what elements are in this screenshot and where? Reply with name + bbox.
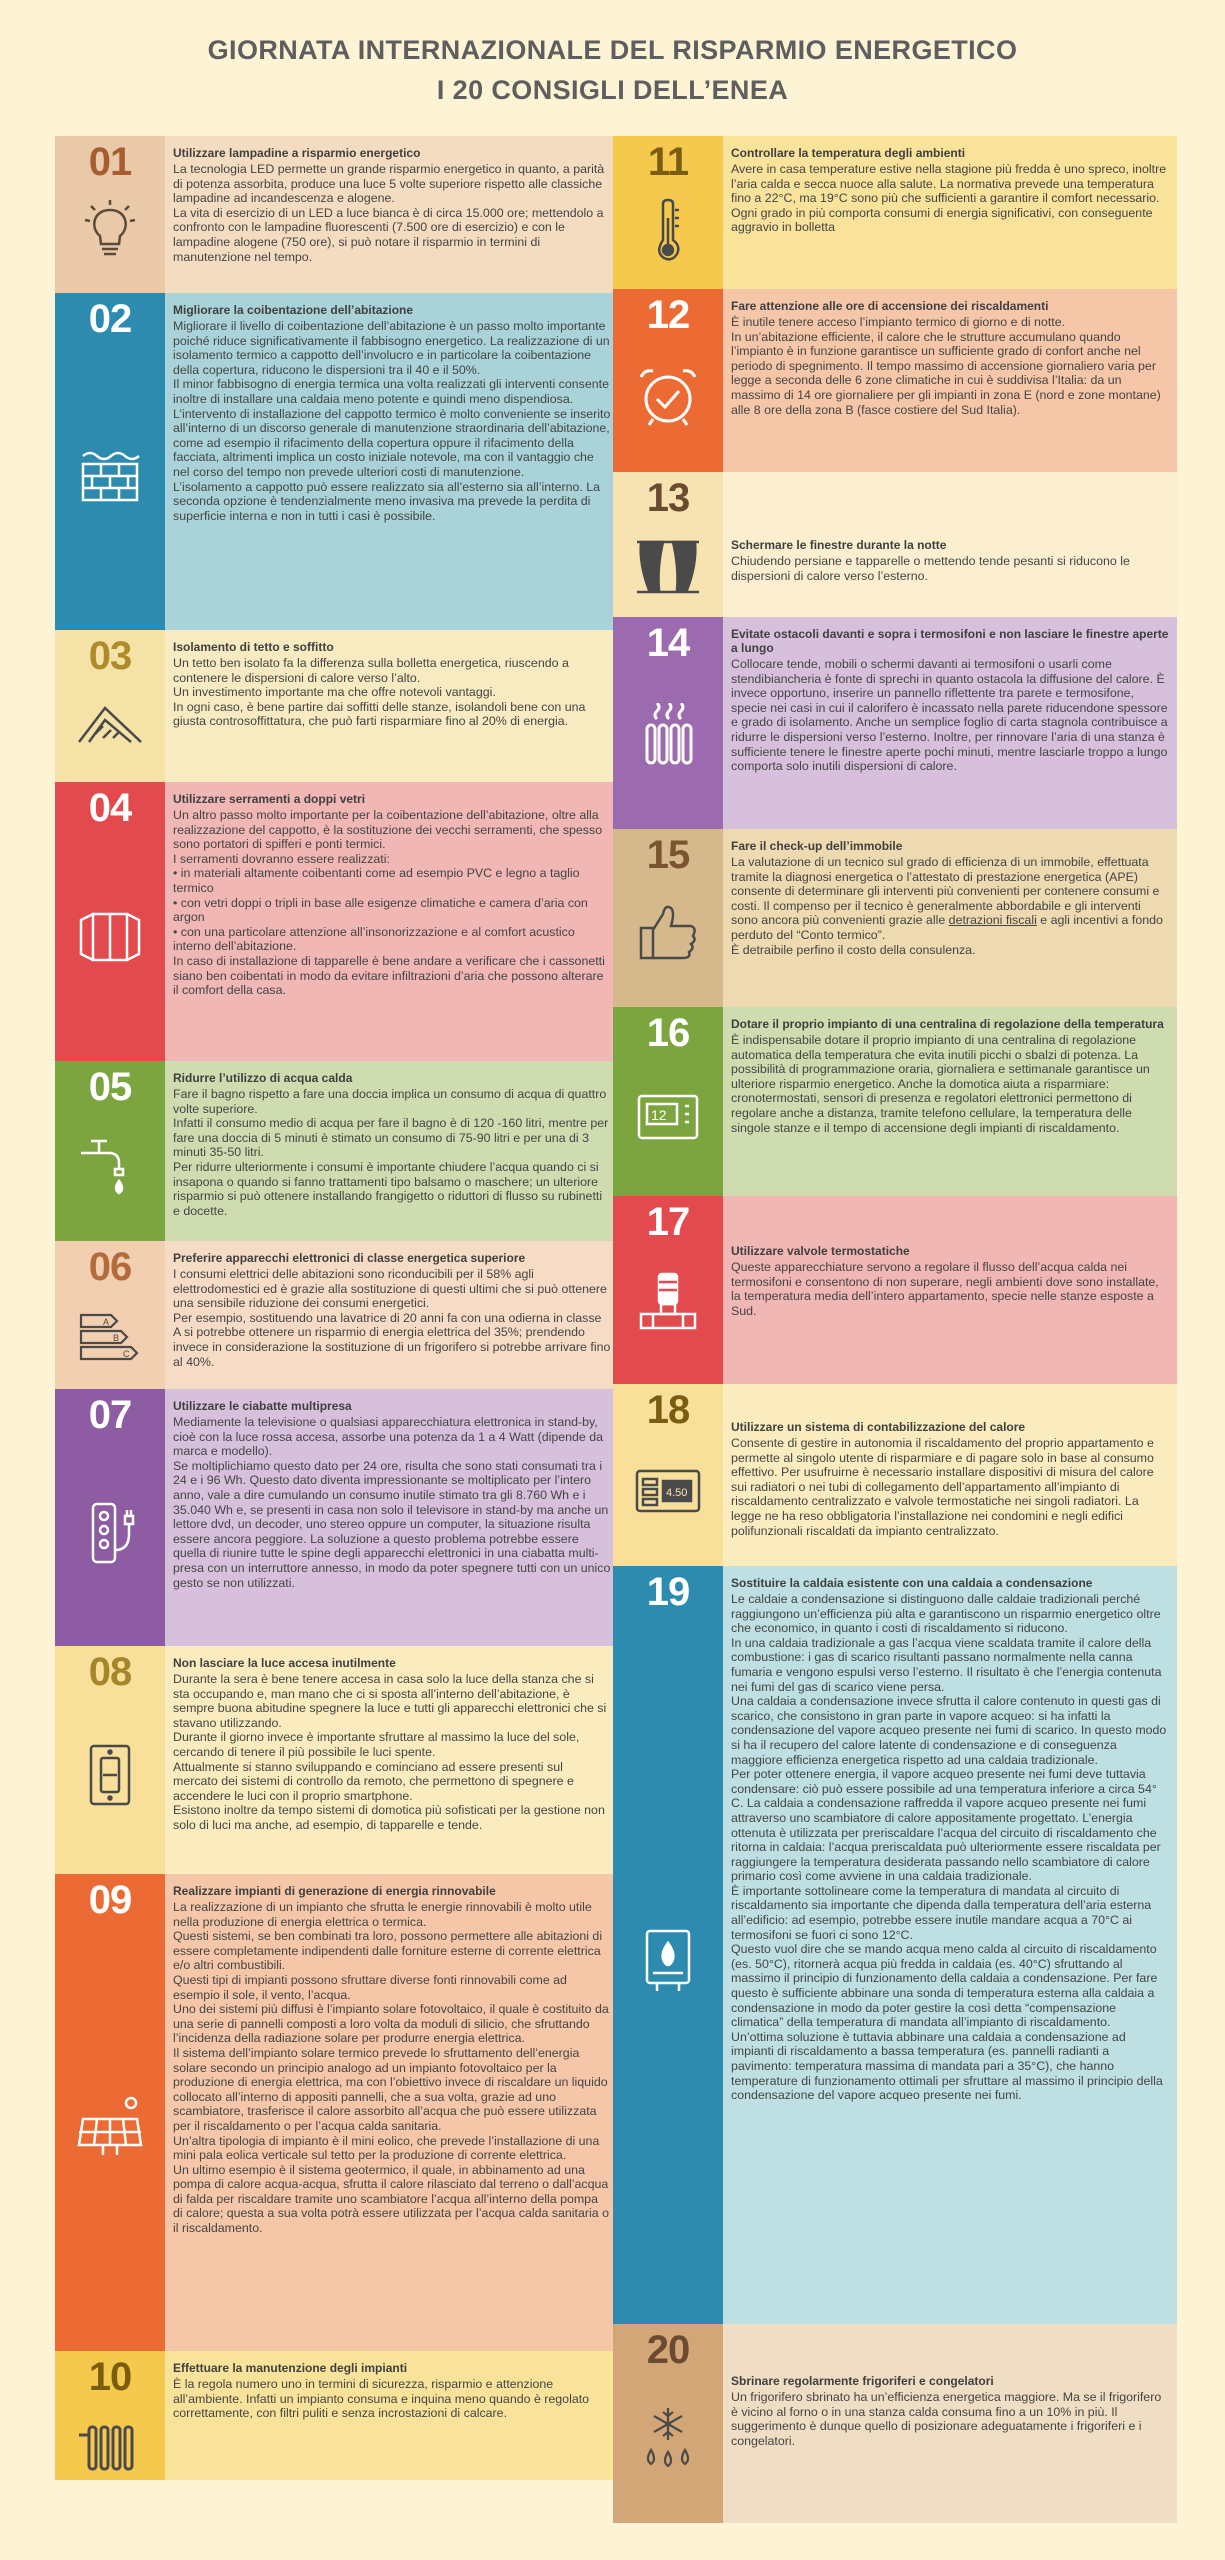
heat-meter-icon — [633, 1455, 703, 1525]
energy-class-icon — [75, 1301, 145, 1371]
svg-text:C: C — [123, 1349, 130, 1359]
tip-card-03 — [55, 630, 619, 782]
thermostat-display: 12 — [651, 1107, 667, 1123]
svg-text:B: B — [113, 1333, 120, 1343]
tip-body: Consente di gestire in autonomia il riscaldamento del proprio appartamento e permette al singolo utente di risparmiare e di pagare solo in base al consumo effettivo. Per usufruirne è necessario installare dispositivi di misura del calore sui radiatori o nei tubi di collegamento dell’appartamento all’impianto di riscaldamento centralizzato e valvole termostatiche nei singoli radiatori. La legge ne ha reso obbligatoria l’installazione nei condomini e negli edifici polifunzionali riscaldati da impianto centralizzato. — [731, 1436, 1154, 1538]
radiator-heat-icon — [633, 703, 703, 773]
tip-body-text-after: e agli incentivi a fondo perduto del “Conto termico”. È detraibile perfino il costo della consulenza. — [731, 913, 1163, 957]
tip-body: Le caldaie a condensazione si distinguono dalle caldaie tradizionali perché raggiungono un’efficienza più alta e garantiscono un risparmio energetico oltre che economico, in quanto i costi di riscaldamento si riducono. In una caldaia tradizionale a gas l’acqua viene scaldata tramite il calore della combustione: i gas di scarico risultanti passano normalmente nella canna fumaria e vengono espulsi verso l’esterno. Il risultato è che l’energia contenuta nei fumi del gas di scarico viene persa. Una caldaia a condensazione invece sfrutta il calore contenuto in questi gas di scarico, che consistono in gran parte in vapore acqueo: si ha infatti la condensazione del vapore acqueo presente nei fumi di scarico. In questo modo si ha il recupero del calore latente di condensazione e di conseguenza maggiore efficienza energetica rispetto ad una caldaia tradizionale. Per poter ottenere energia, il vapore acqueo presente nei fumi deve tuttavia condensare: ciò può essere possibile ad una temperatura inferiore a circa 54° C. La caldaia a condensazione raffredda il vapore acqueo presente nei fumi attraverso uno scambiatore di calore appositamente progettato. L’energia ottenuta è utilizzata per preriscaldare l’acqua del circuito di riscaldamento che ritorna in caldaia: l’acqua preriscaldata può ulteriormente essere riscaldata per raggiungere la temperatura desiderata passando nello scambiatore di calore primario così come avviene in una caldaia tradizionale. È importante sottolineare come la temperatura di mandata al circuito di riscaldamento sia importante che dipenda dalla temperatura dell’aria esterna all’edificio: ad esempio, potrebbe essere inutile mandare acqua a 70°C ai termosifoni se fuori ci sono 12°C. Questo vuol dire che se mando acqua meno calda al circuito di riscaldamento (es. 50°C), ritornerà acqua più fredda in caldaia (es. 40°C) sfruttando al massimo il principio di funzionamento della caldaia a condensazione. Per fare questo è sufficiente abbinare una sonda di temperatura esterna alla caldaia a condensazione in modo da poter gestire la così detta “compensazione climatica” della temperatura di mandata all’impianto di riscaldamento. Un’ottima soluzione è tuttavia abbinare una caldaia a condensazione ad impianti di riscaldamento a bassa temperatura (es. pannelli radianti a pavimento: temperatura massima di mandata pari a 35°C), che hanno temperature di funzionamento ottimali per sfruttare al massimo il principio della condensazione del vapore acqueo presente nei fumi. — [731, 1592, 1167, 2103]
tip-card-02 — [55, 293, 619, 630]
solar-panel-icon — [75, 2093, 145, 2163]
tip-title: Controllare la temperatura degli ambienti — [731, 146, 966, 160]
lightbulb-icon — [75, 196, 145, 266]
tip-badge — [613, 1384, 723, 1566]
tip-body: I consumi elettrici delle abitazioni sono riconducibili per il 58% agli elettrodomestici ed è grazie alla sostituzione di questi ultimi che si può ottenere una sensibile riduzione dei consumi energetici. Per esempio, sostituendo una lavatrice di 20 anni fa con una odierna in classe A si potrebbe ottenere un risparmio di energia elettrica del 35%; prendendo invece in considerazione la sostituzione di un frigorifero si potrebbe arrivare fino al 40%. — [173, 1267, 611, 1369]
tip-content — [723, 829, 1177, 1007]
wall-insulation-icon — [75, 442, 145, 512]
tip-card-18 — [613, 1384, 1177, 1566]
tip-number: 10 — [88, 2355, 132, 2399]
tip-badge — [613, 289, 723, 472]
tip-content — [723, 617, 1177, 829]
tip-badge — [613, 1196, 723, 1384]
tip-card-06 — [55, 1241, 619, 1389]
tip-content — [723, 472, 1177, 617]
tip-number: 15 — [646, 833, 690, 877]
tip-content — [165, 136, 619, 293]
tip-title: Ridurre l’utilizzo di acqua calda — [173, 1071, 353, 1085]
curtains-icon — [633, 532, 703, 602]
tip-content — [723, 1196, 1177, 1384]
tip-badge — [55, 293, 165, 630]
tip-number: 14 — [646, 621, 690, 665]
tip-body: Collocare tende, mobili o schermi davanti ai termosifoni o usarli come stendibiancheria è fonte di sprechi in quanto ostacola la diffusione del calore. È invece opportuno, inserire un pannello riflettente tra parete e termosifone, specie nei casi in cui il calorifero è incassato nella parete riducendone spessore e grado di isolamento. Anche un semplice foglio di carta stagnola contribuisce a ridurre le dispersioni verso l’esterno. Inoltre, per rinnovare l’aria di una stanza è sufficiente tenere le finestre aperte pochi minuti, mentre lasciarle troppo a lungo comporta solo inutili dispersioni di calore. — [731, 657, 1168, 774]
tip-title: Effettuare la manutenzione degli impianti — [173, 2361, 408, 2375]
tip-title: Utilizzare serramenti a doppi vetri — [173, 792, 366, 806]
window-icon — [75, 902, 145, 972]
tip-title: Schermare le finestre durante la notte — [731, 538, 947, 552]
tip-body — [731, 855, 1169, 957]
tip-content — [165, 293, 619, 630]
tip-body: Durante la sera è bene tenere accesa in casa solo la luce della stanza che si sta occupando e, man mano che ci si sposta all’interno dell’abitazione, è sempre buona abitudine spegnere la luce e tutti gli apparecchi elettronici che si stavano utilizzando. Durante il giorno invece è importante sfruttare al massimo la luce del sole, cercando di tenere il più possibile le luci spente. Attualmente si stanno sviluppando e cominciano ad essere presenti sul mercato dei sistemi di controllo da remoto, che permettono di spegnere e accendere le luci con il proprio smartphone. Esistono inoltre da tempo sistemi di domotica più sofisticati per la gestione non solo di luci ma anche, ad esempio, di tapparelle e tende. — [173, 1672, 607, 1832]
tip-card-10 — [55, 2351, 619, 2480]
tip-badge — [55, 1874, 165, 2351]
tip-card-07 — [55, 1389, 619, 1646]
radiator-icon — [75, 2411, 145, 2480]
tip-content — [723, 1384, 1177, 1566]
tip-badge — [55, 2351, 165, 2480]
tip-body: È la regola numero uno in termini di sicurezza, risparmio e attenzione all’ambiente. Infatti un impianto consuma e inquina meno quando è regolato correttamente, con filtri puliti e senza incrostazioni di calcare. — [173, 2377, 590, 2421]
tip-title: Non lasciare la luce accesa inutilmente — [173, 1656, 396, 1670]
tip-number: 18 — [646, 1388, 690, 1432]
svg-text:A: A — [103, 1317, 110, 1327]
tip-badge — [613, 1566, 723, 2324]
tip-title: Migliorare la coibentazione dell’abitazione — [173, 303, 414, 317]
tip-title: Isolamento di tetto e soffitto — [173, 640, 334, 654]
tip-body: La realizzazione di un impianto che sfrutta le energie rinnovabili è molto utile nella produzione di energia elettrica o termica. Questi sistemi, se ben combinati tra loro, possono permettere alle abitazioni di essere completamente indipendenti dalle forniture esterne di corrente elettrica e/o altri combustibili. Questi tipi di impianti possono sfruttare diverse fonti rinnovabili come ad esempio il sole, il vento, l’acqua. Uno dei sistemi più diffusi è l’impianto solare fotovoltaico, il quale è costituito da una serie di pannelli composti a loro volta da moduli di silicio, che sfruttando l’incidenza della radiazione solare per produrre energia elettrica. Il sistema dell’impianto solare termico prevede lo sfruttamento dell’energia solare secondo un principio analogo ad un impianto fotovoltaico per la produzione di energia elettrica, ma con l’obiettivo invece di riscaldare un liquido collocato all’interno di appositi pannelli, che a sua volta, grazie ad uno scambiatore, trasferisce il calore assorbito all’acqua che può essere utilizzata per il riscaldamento o per l’acqua calda sanitaria. Un’altra tipologia di impianto è il mini eolico, che prevede l’installazione di una mini pala eolica verticale sul tetto per la produzione di corrente elettrica. Un ultimo esempio è il sistema geotermico, il quale, in abbinamento ad una pompa di calore acqua-acqua, sfrutta il calore rilasciato dal terreno o dall’acqua di falda per riscaldare tramite uno scambiatore l’acqua all’interno della pompa di calore; questa a sua volta potrà essere utilizzata per l’acqua calda sanitaria o il riscaldamento. — [173, 1900, 609, 2236]
right-column — [613, 136, 1177, 2523]
tip-content — [165, 1389, 619, 1646]
tip-body: Un frigorifero sbrinato ha un’efficienza energetica maggiore. Ma se il frigorifero è vicino al forno o in una stanza calda consuma fino a un 10% in più. Il suggerimento è dunque quello di posizionare adeguatamente i frigoriferi e i congelatori. — [731, 2390, 1162, 2448]
tip-number: 16 — [646, 1011, 690, 1055]
tip-number: 06 — [88, 1245, 132, 1289]
tip-badge — [55, 1646, 165, 1874]
power-strip-icon — [75, 1498, 145, 1568]
tip-title: Dotare il proprio impianto di una centralina di regolazione della temperatura — [731, 1017, 1164, 1031]
title-line-1: GIORNATA INTERNAZIONALE DEL RISPARMIO ENERGETICO — [207, 35, 1018, 65]
snowflake-drops-icon — [633, 2404, 703, 2474]
tip-body: La tecnologia LED permette un grande risparmio energetico in quanto, a parità di potenza assorbita, produce una luce 5 volte superiore rispetto alle classiche lampadine ad incandescenza e alogene. La vita di esercizio di un LED a luce bianca è di circa 15.000 ore; mettendolo a confronto con le lampadine fluorescenti (7.500 ore di esercizio) e con le lampadine alogene (750 ore), si può notare il risparmio in termini di manutenzione nel tempo. — [173, 162, 605, 264]
alarm-clock-icon — [633, 361, 703, 431]
left-column — [55, 136, 619, 2480]
tip-number: 11 — [647, 140, 689, 184]
tip-badge — [55, 630, 165, 782]
tip-body: È indispensabile dotare il proprio impianto di una centralina di regolazione automatica della temperatura che evita inutili picchi o sbalzi di potenza. La possibilità di programmazione oraria, giornaliera e settimanale garantisce un ulteriore risparmio energetico. Anche la domotica aiuta a risparmiare: cronotermostati, sensori di presenza e regolatori elettronici permettono di regolare anche a distanza, tramite telefono cellulare, la temperatura delle singole stanze e il tempo di accensione degli impianti di riscaldamento. — [731, 1033, 1150, 1135]
tip-body: Queste apparecchiature servono a regolare il flusso dell’acqua calda nei termosifoni e consentono di non superare, negli ambienti dove sono installate, la temperatura media dell’intero appartamento, specie nelle stanze esposte a Sud. — [731, 1260, 1159, 1318]
tip-number: 04 — [88, 786, 132, 830]
tip-body: Avere in casa temperature estive nella stagione più fredda è uno spreco, inoltre l’aria calda e secca nuoce alla salute. La normativa prevede una temperatura fino a 22°C, ma 19°C sono più che sufficienti a garantire il comfort necessario. Ogni grado in più comporta consumi di energia significativi, con conseguente aggravio in bolletta — [731, 162, 1167, 235]
tip-number: 01 — [88, 140, 132, 184]
tip-card-20 — [613, 2324, 1177, 2523]
thermostat-icon — [633, 1082, 703, 1152]
roof-insulation-icon — [75, 690, 145, 760]
tip-title: Sostituire la caldaia esistente con una caldaia a condensazione — [731, 1576, 1093, 1590]
tip-title: Evitate ostacoli davanti e sopra i termosifoni e non lasciare le finestre aperte a lungo — [731, 627, 1169, 655]
tip-badge — [613, 2324, 723, 2523]
tip-content — [165, 630, 619, 782]
tip-content — [165, 782, 619, 1061]
tip-title: Fare attenzione alle ore di accensione dei riscaldamenti — [731, 299, 1049, 313]
tip-title: Fare il check-up dell’immobile — [731, 839, 903, 853]
tip-badge — [613, 829, 723, 1007]
tip-number: 09 — [88, 1878, 132, 1922]
tip-content — [165, 1061, 619, 1241]
tip-badge — [55, 1241, 165, 1389]
tip-card-13 — [613, 472, 1177, 617]
tip-badge — [613, 472, 723, 617]
tip-title: Utilizzare lampadine a risparmio energetico — [173, 146, 421, 160]
tip-badge — [55, 1389, 165, 1646]
tip-badge — [613, 1007, 723, 1196]
boiler-icon — [633, 1925, 703, 1995]
tip-body: È inutile tenere acceso l’impianto termico di giorno e di notte. In un’abitazione efficiente, il calore che le strutture accumulano quando l’impianto è in funzione garantisce un sufficiente grado di confort anche nel periodo di spegnimento. Il tempo massimo di accensione giornaliero varia per legge a seconda delle 6 zone climatiche in cui è suddivisa l’Italia: da un massimo di 14 ore giornaliere per gli impianti in zona E (nord e zone montane) alle 8 ore della zona B (fasce costiere del Sud Italia). — [731, 315, 1161, 417]
tip-number: 08 — [88, 1650, 132, 1694]
tip-title: Realizzare impianti di generazione di energia rinnovabile — [173, 1884, 496, 1898]
tip-card-01 — [55, 136, 619, 293]
tip-content — [723, 2324, 1177, 2523]
tip-title: Sbrinare regolarmente frigoriferi e congelatori — [731, 2374, 994, 2388]
tip-body: Mediamente la televisione o qualsiasi apparecchiatura elettronica in stand-by, cioè con la luce rossa accesa, assorbe una potenza da 1 a 4 Watt (dipende da marca e modello). Se moltiplichiamo questo dato per 24 ore, risulta che sono stati consumati tra i 24 e i 96 Wh. Questo dato diventa impressionante se moltiplicato per l’intero anno, vale a dire cumulando un consumo inutile stimato tra gli 8.760 Wh e i 35.040 Wh e, se presenti in casa non solo il televisore in stand-by ma anche un lettore dvd, un decoder, uno stereo oppure un computer, la situazione risulta essere ancora peggiore. La soluzione a questo problema potrebbe essere quella di riunire tutte le spine degli apparecchi elettronici in una ciabatta multi-presa con un interruttore annesso, in modo da poter spegnere tutti con un unico gesto se non utilizzati. — [173, 1415, 611, 1590]
tip-badge — [55, 1061, 165, 1241]
tip-number: 05 — [88, 1065, 132, 1109]
tip-body: Un tetto ben isolato fa la differenza sulla bolletta energetica, riuscendo a contenere le dispersioni di calore verso l’alto. Un investimento importante ma che offre notevoli vantaggi. In ogni caso, è bene partire dai soffitti delle stanze, isolandoli bene con una giusta controsoffittatura, che può farti risparmiare fino al 20% di energia. — [173, 656, 586, 729]
page-title — [0, 30, 1225, 110]
light-switch-icon — [75, 1740, 145, 1810]
tip-body: Un altro passo molto importante per la coibentazione dell’abitazione, oltre alla realizzazione del cappotto, è la sostituzione dei vecchi serramenti, che spesso sono portatori di spifferi e ponti termici. I serramenti dovranno essere realizzati: • in materiali altamente coibentanti come ad esempio PVC e legno a taglio termico • con vetri doppi o tripli in base alle esigenze climatiche e camera d’aria con argon • con una particolare attenzione all’insonorizzazione e al comfort acustico interno dell’abitazione. In caso di installazione di tapparelle è bene andare a verificare che i cassonetti siano ben coibentati in modo da evitare infiltrazioni d’aria che possono alterare il comfort della casa. — [173, 808, 605, 998]
tip-content — [165, 2351, 619, 2480]
thumbs-up-icon — [633, 898, 703, 968]
tip-number: 02 — [88, 297, 132, 341]
tip-number: 17 — [646, 1200, 690, 1244]
tip-card-16 — [613, 1007, 1177, 1196]
tip-card-08 — [55, 1646, 619, 1874]
thermometer-icon — [633, 196, 703, 266]
tip-card-19 — [613, 1566, 1177, 2324]
tip-title: Utilizzare le ciabatte multipresa — [173, 1399, 352, 1413]
tip-badge — [55, 136, 165, 293]
tap-icon — [75, 1131, 145, 1201]
tip-card-14 — [613, 617, 1177, 829]
tip-content — [723, 1007, 1177, 1196]
tip-badge — [613, 136, 723, 289]
tip-body-text-before: La valutazione di un tecnico sul grado di efficienza di un immobile, effettuata tramite la diagnosi energetica o l’attestato di prestazione energetica (APE) consente di determinare gli interventi più convenienti per contenere consumi e costi. Il compenso per il tecnico è generalmente abbordabile e gli interventi sono ancora più convenienti grazie alle — [731, 855, 1160, 928]
tip-badge — [55, 782, 165, 1061]
detrazioni-fiscali-link[interactable]: detrazioni fiscali — [948, 913, 1037, 928]
meter-display: 4.50 — [666, 1487, 688, 1499]
tip-card-11 — [613, 136, 1177, 289]
tip-body: Chiudendo persiane e tapparelle o mettendo tende pesanti si riducono le dispersioni di calore verso l’esterno. — [731, 554, 1130, 583]
tip-card-04 — [55, 782, 619, 1061]
tip-card-09 — [55, 1874, 619, 2351]
title-line-2: I 20 CONSIGLI DELL’ENEA — [436, 75, 789, 105]
tip-content — [723, 136, 1177, 289]
tip-content — [723, 289, 1177, 472]
tip-badge — [613, 617, 723, 829]
tip-title: Preferire apparecchi elettronici di classe energetica superiore — [173, 1251, 526, 1265]
tip-number: 07 — [88, 1393, 132, 1437]
tip-body: Migliorare il livello di coibentazione dell’abitazione è un passo molto importante poiché riduce significativamente il fabbisogno energetico. La realizzazione di un isolamento termico a cappotto dell’involucro e in particolare la coibentazione della copertura, riducono le dispersioni tra il 40 e il 50%. Il minor fabbisogno di energia termica una volta realizzati gli interventi consente inoltre di installare una caldaia meno potente e quindi meno dispendiosa. L’intervento di installazione del cappotto termico è molto conveniente se inserito all’interno di un discorso generale di manutenzione straordinaria dell’abitazione, come ad esempio il rifacimento della copertura oppure il rifacimento della facciata, altrimenti implica un costo iniziale notevole, ma con il vantaggio che nel corso del tempo non prevede ulteriori costi di manutenzione. L’isolamento a cappotto può essere realizzato sia all’esterno sia all’interno. La seconda opzione è tendenzialmente meno invasiva ma prevede la perdita di superficie interna e non in tutti i casi è possibile. — [173, 319, 611, 523]
tip-card-15 — [613, 829, 1177, 1007]
tip-content — [165, 1874, 619, 2351]
tip-number: 19 — [646, 1570, 690, 1614]
tip-number: 12 — [646, 293, 690, 337]
tip-number: 13 — [646, 476, 690, 520]
tip-title: Utilizzare valvole termostatiche — [731, 1244, 910, 1258]
tip-card-05 — [55, 1061, 619, 1241]
tip-content — [165, 1646, 619, 1874]
tip-title: Utilizzare un sistema di contabilizzazione del calore — [731, 1420, 1026, 1434]
tip-content — [165, 1241, 619, 1389]
tip-number: 20 — [646, 2328, 690, 2372]
thermostatic-valve-icon — [633, 1270, 703, 1340]
tip-number: 03 — [88, 634, 132, 678]
tip-card-12 — [613, 289, 1177, 472]
tip-card-17 — [613, 1196, 1177, 1384]
tip-content — [723, 1566, 1177, 2324]
tip-body: Fare il bagno rispetto a fare una doccia implica un consumo di acqua di quattro volte superiore. Infatti il consumo medio di acqua per fare il bagno è di 120 -160 litri, mentre per fare una doccia di 5 minuti è stimato un consumo di 75-90 litri e per una di 3 minuti 35-50 litri. Per ridurre ulteriormente i consumi è importante chiudere l’acqua quando ci si insapona o quando si fanno trattamenti tipo balsamo o maschere; un ulteriore risparmio si può ottenere installando frangigetto o riduttori di flusso su rubinetti e docette. — [173, 1087, 609, 1218]
